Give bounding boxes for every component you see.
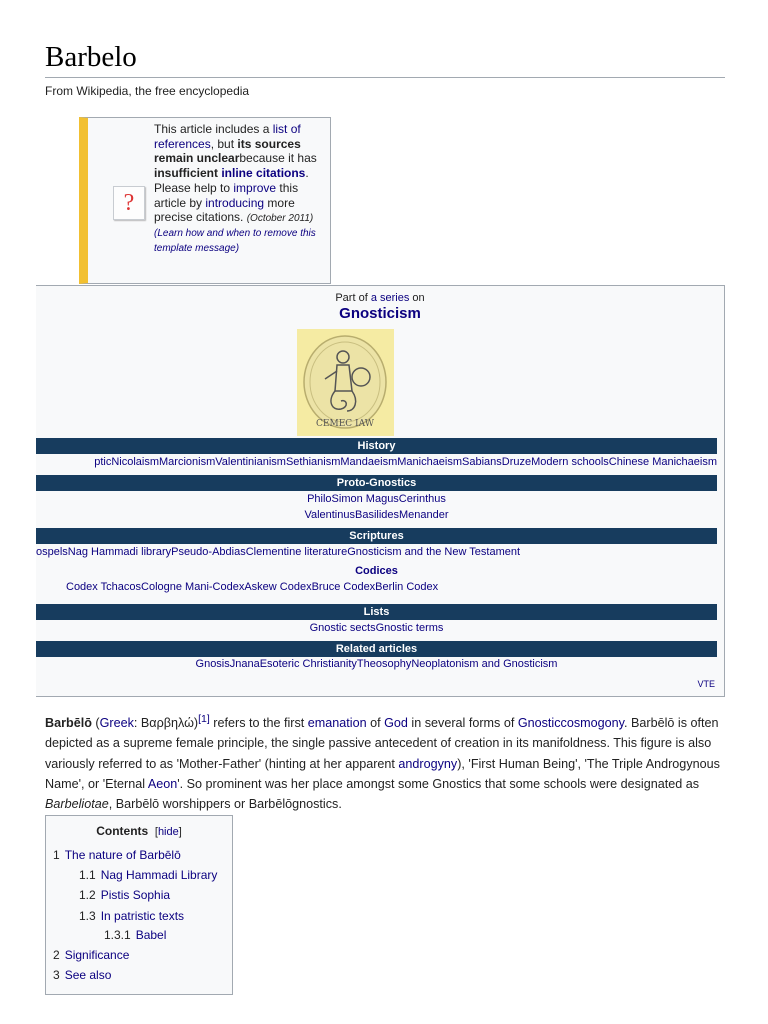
intro-text: of [366, 716, 385, 731]
intro-paragraph [45, 709, 725, 814]
related-items[interactable]: GnosisJnanaEsoteric ChristianityTheosophyNeoplatonism and Gnosticism [195, 658, 558, 670]
notice-text [154, 122, 326, 255]
notice-text-part: more precise citations. [154, 195, 295, 225]
toc-link[interactable]: In patristic texts [100, 909, 185, 923]
toc-title-text: Contents [96, 824, 149, 838]
proto-links-1 [36, 492, 717, 506]
reference-1-link[interactable]: [1] [198, 713, 210, 725]
gnosticism-sidebar [36, 285, 725, 697]
related-links [36, 657, 717, 671]
toc-link[interactable]: See also [64, 968, 112, 982]
refimprove-notice [79, 117, 331, 284]
section-scriptures-header: Scriptures [36, 528, 717, 544]
gem-inscription: CEMEC IAW [316, 419, 374, 429]
toc-number: 1.3.1 [104, 928, 131, 942]
toc-item[interactable] [53, 947, 129, 963]
toc-item[interactable] [53, 847, 181, 863]
toc-link[interactable]: Pistis Sophia [100, 888, 171, 902]
toc-number: 3 [53, 968, 60, 982]
notice-text-part: this article by [154, 180, 299, 210]
scriptures-items[interactable]: ospelsNag Hammadi libraryPseudo-AbdiasClementine literatureGnosticism and the New Testament [36, 546, 521, 558]
page-tagline: From Wikipedia, the free encyclopedia [45, 84, 250, 98]
barbeliotae-italic: Barbeliotae [45, 797, 109, 811]
proto-links-2 [36, 508, 717, 522]
question-book-icon: ? [113, 186, 145, 220]
on-text: on [409, 292, 425, 304]
toc-link[interactable]: The nature of Barbēlō [64, 848, 181, 862]
scriptures-links [36, 545, 717, 559]
intro-text: . Barbēlō is often depicted as a supreme female principle, the single passive antecedent of creation in its manifoldness. This figure is also variously referred to as 'Mother-Father' (hinting at her apparent [45, 716, 719, 771]
toc-number: 1.2 [79, 888, 96, 902]
toc-number: 1.3 [79, 909, 96, 923]
introducing-link[interactable]: introducing [205, 195, 265, 210]
greek-link[interactable]: Greek [99, 716, 134, 731]
toc-title [46, 824, 232, 838]
history-links [36, 455, 717, 469]
notice-bold-text: insufficient [154, 166, 222, 181]
notice-text-part: This article includes a [154, 122, 273, 136]
sidebar-part-of [36, 292, 724, 304]
toc-item[interactable] [79, 908, 184, 924]
toc-link[interactable]: Babel [135, 928, 167, 942]
intro-text: '. So prominent was her place amongst some Gnostics that some schools were designated as [177, 776, 700, 791]
intro-text: , Barbēlō worshippers or Barbēlōgnostics. [108, 797, 342, 811]
vte-links[interactable]: VTE [697, 679, 715, 689]
section-history-header: History [36, 438, 717, 454]
androgyny-link[interactable]: androgyny [398, 756, 458, 771]
intro-text: ( [91, 716, 100, 731]
emanation-link[interactable]: emanation [307, 716, 367, 731]
series-link[interactable]: a series [370, 292, 410, 304]
subject-bold: Barbēlō [45, 716, 92, 731]
proto-items-2[interactable]: ValentinusBasilidesMenander [304, 509, 449, 521]
toc-hide-toggle: [hide] [154, 826, 182, 838]
toc-hide-link[interactable]: hide [157, 826, 179, 838]
intro-text: in several forms of [407, 716, 518, 731]
proto-items-1[interactable]: PhiloSimon MagusCerinthus [307, 493, 446, 505]
section-related-header: Related articles [36, 641, 717, 657]
aeon-link[interactable]: Aeon [147, 776, 178, 791]
toc-number: 1.1 [79, 868, 96, 882]
notice-date: (October 2011) [246, 213, 314, 225]
table-of-contents [45, 815, 233, 995]
toc-number: 2 [53, 948, 60, 962]
learn-how-link[interactable]: (Learn how and when to remove this template message) [154, 228, 316, 255]
toc-link[interactable]: Significance [64, 948, 130, 962]
notice-text-part: because it has [239, 151, 317, 166]
codices-items[interactable]: Codex TchacosCologne Mani-CodexAskew CodexBruce CodexBerlin Codex [66, 581, 439, 593]
intro-text: ), 'First Human Being', 'The Triple Androgynous Name', or 'Eternal [45, 756, 720, 791]
notice-text-part: . Please help to [154, 166, 309, 195]
codices-subheader: Codices [355, 565, 398, 577]
section-lists-header: Lists [36, 604, 717, 620]
improve-link[interactable]: improve [233, 180, 277, 195]
gnostic-cosmogony-link[interactable]: Gnosticcosmogony [517, 716, 624, 731]
sidebar-title[interactable]: Gnosticism [339, 305, 421, 322]
lists-links [36, 621, 717, 635]
toc-item[interactable] [104, 927, 166, 943]
gem-illustration [297, 329, 394, 436]
gnostic-gem-image[interactable] [297, 329, 394, 436]
toc-number: 1 [53, 848, 60, 862]
toc-item[interactable] [53, 967, 111, 983]
history-items[interactable]: pticNicolaismMarcionismValentinianismSethianismMandaeismManichaeismSabiansDruzeModern schoolsChinese Manichaeism [94, 456, 717, 468]
part-of-text: Part of [335, 292, 371, 304]
toc-item[interactable] [79, 867, 217, 883]
list-of-references-link[interactable]: list of references [154, 122, 301, 151]
lists-items[interactable]: Gnostic sectsGnostic terms [309, 622, 444, 634]
notice-text-part: , but [210, 136, 238, 151]
god-link[interactable]: God [384, 716, 408, 731]
page-title: Barbelo [45, 40, 725, 78]
toc-item[interactable] [79, 887, 170, 903]
codices-links [36, 580, 717, 594]
intro-text: refers to the first [209, 716, 308, 731]
inline-citations-link[interactable]: inline citations [221, 166, 306, 181]
section-proto-header: Proto-Gnostics [36, 475, 717, 491]
notice-bold-text: its sources remain unclear [154, 136, 301, 166]
intro-text: : Βαρβηλώ) [133, 716, 199, 731]
toc-link[interactable]: Nag Hammadi Library [100, 868, 218, 882]
